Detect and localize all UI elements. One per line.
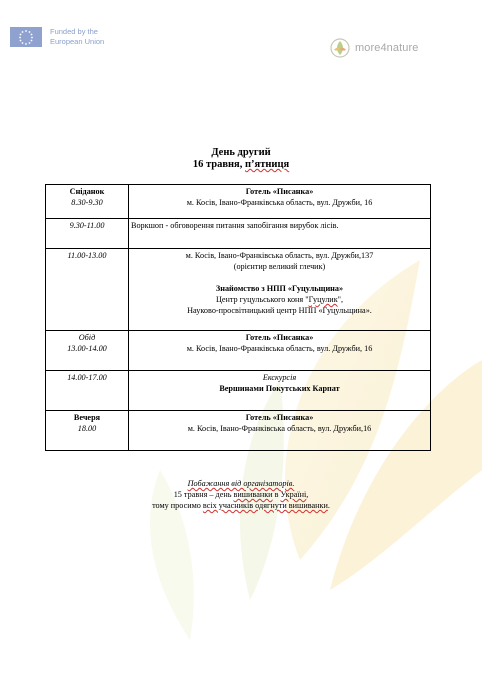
row-time: 18.00 <box>77 424 97 433</box>
activity-heading: Вершинами Покутських Карпат <box>219 384 340 393</box>
venue-heading: Готель «Писанка» <box>245 187 314 196</box>
schedule-row-lunch <box>46 331 431 371</box>
note-heading: Побажання від організаторів. <box>187 479 295 488</box>
row-time: 14.00-17.00 <box>67 373 107 382</box>
row-label: Обід <box>78 333 96 342</box>
activity-line2: Науково-просвітницький центр НПП «Гуцульщина». <box>187 306 372 315</box>
row-label: Вечеря <box>73 413 101 422</box>
row-time: 11.00-13.00 <box>67 251 107 260</box>
venue-heading: Готель «Писанка» <box>245 413 314 422</box>
note-line3: тому просимо всіх учасників одягнути вишиванки. <box>152 501 330 510</box>
weekday-word: п’ятниця <box>244 159 290 170</box>
row-label: Сніданок <box>69 187 105 196</box>
schedule-table <box>45 184 431 451</box>
eu-flag-icon <box>10 27 42 47</box>
schedule-row-excursion <box>46 371 431 411</box>
date-title <box>0 159 482 170</box>
more4nature-leaf-icon <box>330 38 350 58</box>
venue-address: м. Косів, Івано-Франківська область, вул. Дружби, 16 <box>186 344 373 353</box>
venue-address: м. Косів, Івано-Франківська область, вул. Дружби,137 <box>185 251 374 260</box>
activity-label: Екскурсія <box>262 373 297 382</box>
schedule-row-dinner <box>46 411 431 451</box>
venue-address: м. Косів, Івано-Франківська область, вул. Дружби,16 <box>187 424 372 433</box>
organizers-note <box>0 478 482 511</box>
schedule-row-workshop <box>46 219 431 249</box>
activity-line1: Центр гуцульського коня "Гуцулик", <box>215 295 344 304</box>
brand-text: more4nature <box>355 42 419 54</box>
activity-text: Воркшоп - обговорення питання запобігання вирубок лісів. <box>131 221 339 230</box>
schedule-row-breakfast <box>46 185 431 219</box>
row-time: 9.30-11.00 <box>69 221 105 230</box>
activity-heading: Знайомство з НПП «Гуцульщина» <box>215 284 344 293</box>
eu-text-line2: European Union <box>50 37 105 46</box>
horse-name: Гуцулик <box>308 295 338 304</box>
landmark-note: (орієнтир великий глечик) <box>233 262 326 271</box>
venue-address: м. Косів, Івано-Франківська область, вул. Дружби, 16 <box>186 198 373 207</box>
row-time: 13.00-14.00 <box>67 344 107 353</box>
row-time: 8.30-9.30 <box>71 198 103 207</box>
date-prefix: 16 травня, <box>192 159 245 170</box>
day-title: День другий <box>211 147 271 158</box>
schedule-row-park-visit <box>46 249 431 331</box>
more4nature-logo <box>330 38 418 58</box>
venue-heading: Готель «Писанка» <box>245 333 314 342</box>
eu-funding-logo <box>10 27 104 47</box>
eu-text-line1: Funded by the <box>50 27 98 36</box>
note-line2: 15 травня – день вишиванки в Україні, <box>173 490 309 499</box>
